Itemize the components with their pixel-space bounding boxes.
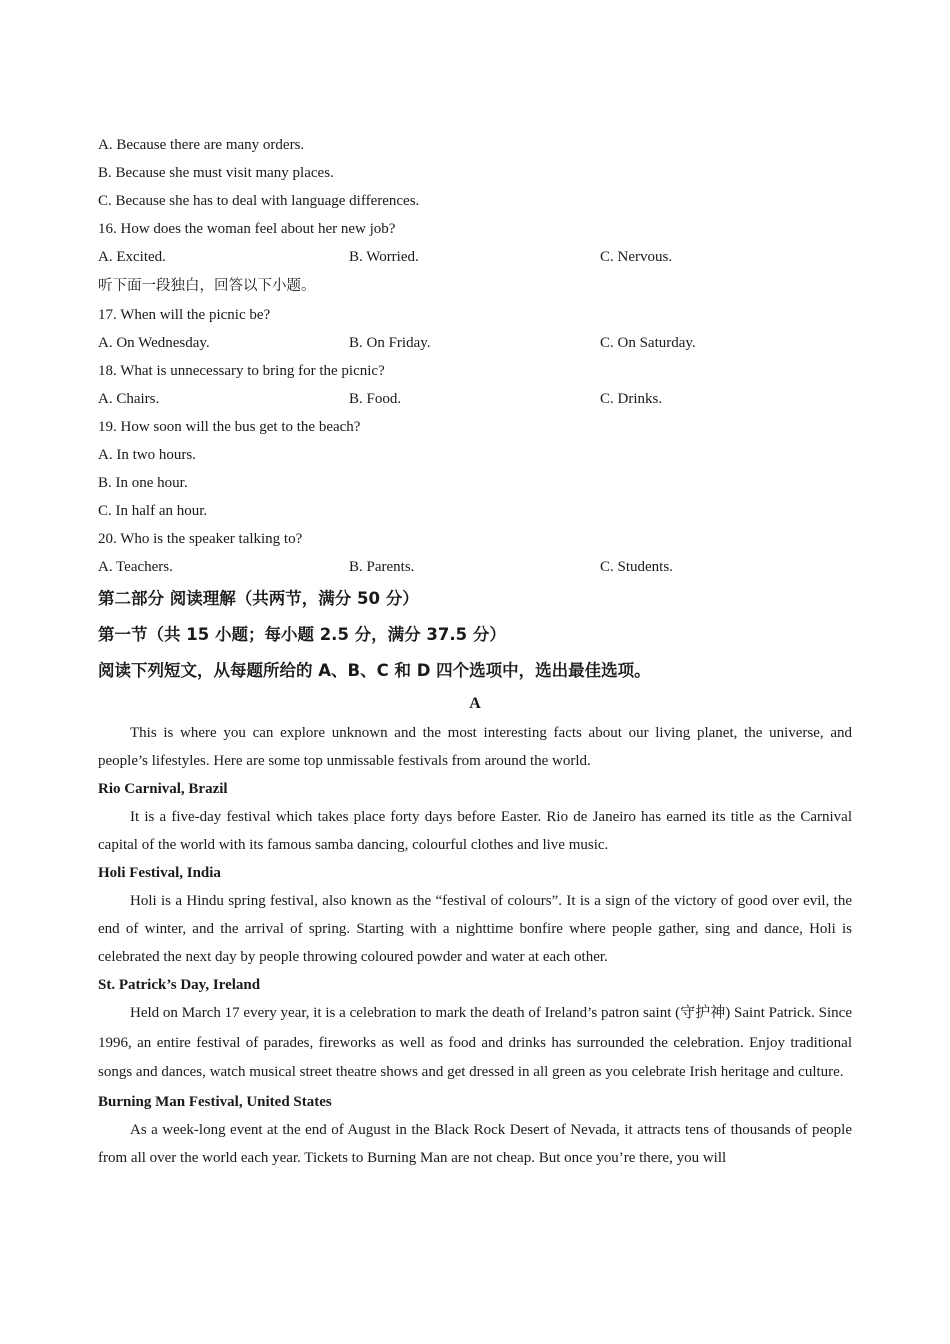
q19-option-b: B. In one hour. <box>98 475 188 491</box>
q20-option-b: B. Parents. <box>349 559 415 575</box>
q19-option-c: C. In half an hour. <box>98 503 208 519</box>
q16-option-b: B. Worried. <box>349 249 419 265</box>
festival-heading-holi: Holi Festival, India <box>98 865 221 881</box>
q18-question: 18. What is unnecessary to bring for the picnic? <box>98 363 385 379</box>
q15-option-b: B. Because she must visit many places. <box>98 165 334 181</box>
q16-options <box>98 243 852 271</box>
q15-option-a: A. Because there are many orders. <box>98 137 305 153</box>
q15-option-c: C. Because she has to deal with language differences. <box>98 193 420 209</box>
q17-option-c: C. On Saturday. <box>600 335 696 351</box>
q16-option-a: A. Excited. <box>98 249 166 265</box>
q20-option-a: A. Teachers. <box>98 559 173 575</box>
q16-option-c: C. Nervous. <box>600 249 673 265</box>
q17-options <box>98 329 852 357</box>
festival-text-holi: Holi is a Hindu spring festival, also known as the “festival of colours”. It is a sign of the victory of good over evil, the end of winter, and the arrival of spring. Starting with a nighttime bonfire where people gather, sing and dance, Holi is celebrated the next day by people throwing coloured powder and water at each other. <box>98 893 852 965</box>
q17-option-a: A. On Wednesday. <box>98 335 210 351</box>
q19-question: 19. How soon will the bus get to the beach? <box>98 419 361 435</box>
reading-part-title: 第二部分 阅读理解（共两节，满分 50 分） <box>98 589 419 608</box>
passage-intro: This is where you can explore unknown and the most interesting facts about our living planet, the universe, and people’s lifestyles. Here are some top unmissable festivals from around the world. <box>98 725 852 769</box>
q16-question: 16. How does the woman feel about her new job? <box>98 221 396 237</box>
reading-section-title: 第一节（共 15 小题；每小题 2.5 分，满分 37.5 分） <box>98 625 506 644</box>
q20-question: 20. Who is the speaker talking to? <box>98 531 303 547</box>
festival-text-burning-man: As a week-long event at the end of August in the Black Rock Desert of Nevada, it attracts tens of thousands of people from all over the world each year. Tickets to Burning Man are not cheap. But once you’re there, you will <box>98 1121 852 1166</box>
q18-option-b: B. Food. <box>349 391 402 407</box>
festival-heading-st-patrick: St. Patrick’s Day, Ireland <box>98 977 261 993</box>
festival-heading-rio: Rio Carnival, Brazil <box>98 781 228 797</box>
festival-text-st-patrick: Held on March 17 every year, it is a celebration to mark the death of Ireland’s patron saint (守护神) Saint Patrick. Since 1996, an entire festival of parades, fireworks as well as food and drinks has surrounded the celebration. Enjoy traditional songs and dances, watch musical street theatre shows and get dressed in all green as you celebrate Irish heritage and culture. <box>98 1005 852 1080</box>
monologue-instruction: 听下面一段独白，回答以下小题。 <box>98 278 316 294</box>
festival-text-rio: It is a five-day festival which takes place forty days before Easter. Rio de Janeiro has earned its title as the Carnival capital of the world with its famous samba dancing, colourful clothes and live music. <box>98 809 852 853</box>
q20-option-c: C. Students. <box>600 559 673 575</box>
q19-option-a: A. In two hours. <box>98 447 196 463</box>
q17-option-b: B. On Friday. <box>349 335 431 351</box>
festival-heading-burning-man: Burning Man Festival, United States <box>98 1093 332 1110</box>
reading-instruction: 阅读下列短文，从每题所给的 A、B、C 和 D 四个选项中，选出最佳选项。 <box>98 661 651 680</box>
q18-option-a: A. Chairs. <box>98 391 160 407</box>
q20-options <box>98 553 852 581</box>
page-content <box>98 131 852 1172</box>
passage-label: A <box>469 695 481 712</box>
q18-options <box>98 385 852 413</box>
q18-option-c: C. Drinks. <box>600 391 663 407</box>
q17-question: 17. When will the picnic be? <box>98 307 271 323</box>
